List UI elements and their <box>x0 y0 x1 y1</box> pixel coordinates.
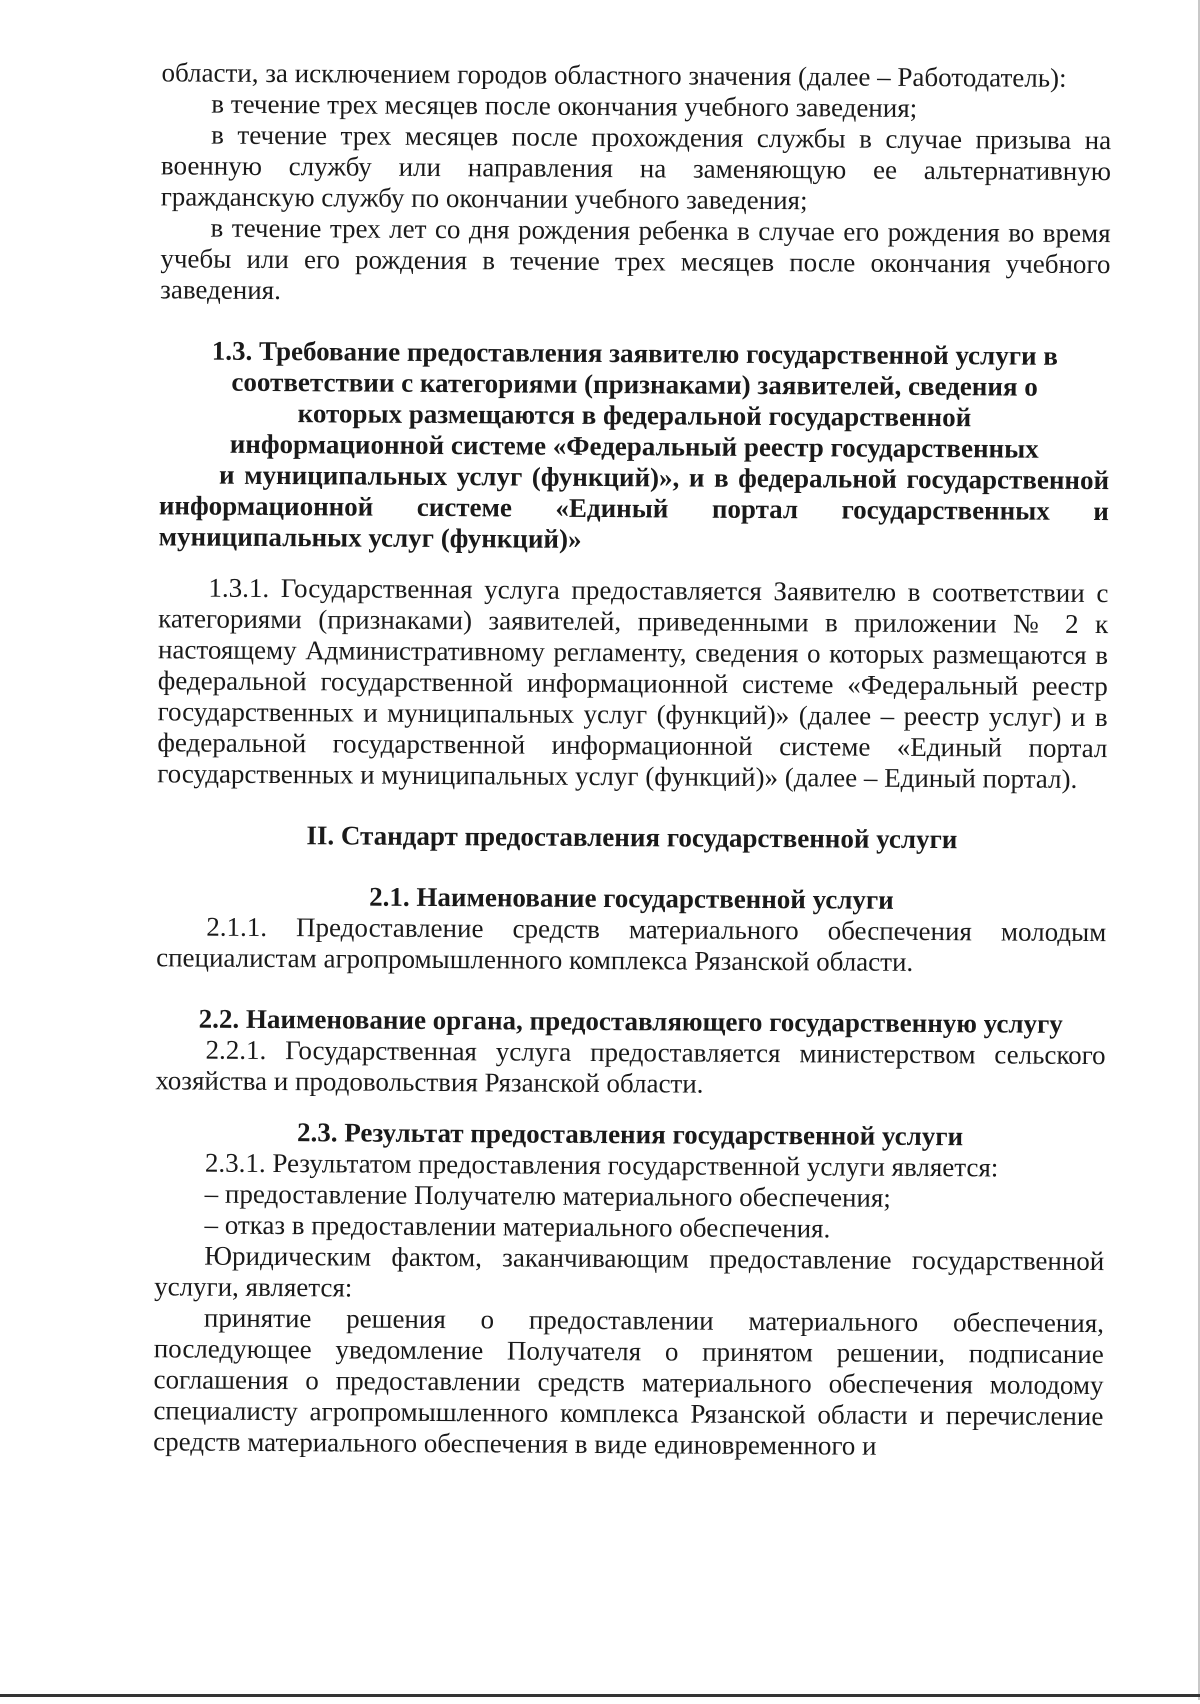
continuation-paragraph: области, за исключением городов областного значения (далее – Работодатель): <box>161 57 1067 93</box>
section-1-3-heading: 1.3. Требование предоставления заявителю государственной услуги в соответствии с категориями (признаками) заявителей, сведения о которых размещаются в федеральной государственной информационной системе «Федеральный реестр государственных <box>211 335 1058 464</box>
list-item-3: в течение трех лет со дня рождения ребенка в случае его рождения во время учебы или его рождения в течение трех месяцев после окончания учебного заведения. <box>160 212 1111 306</box>
page-bottom-rule <box>0 1694 1200 1697</box>
section-2-2-paragraph: 2.2.1. Государственная услуга предоставляется министерством сельского хозяйства и продовольствия Рязанской области. <box>155 1034 1106 1099</box>
list-item-2: в течение трех месяцев после прохождения службы в случае призыва на военную службу или направления на заменяющую ее альтернативную гражданскую службу по окончании учебного заведения; <box>160 119 1112 216</box>
result-bullet-1: – предоставление Получателю материального обеспечения; <box>204 1178 891 1213</box>
section-1-3-heading-cont: и муниципальных услуг (функций)», и в федеральной государственной информационной системе «Единый портал государственных и муниципальных услуг (функций)» <box>158 459 1110 554</box>
section-2-2-heading: 2.2. Наименование органа, предоставляющего государственную услугу <box>198 1003 1063 1039</box>
section-2-1-heading: 2.1. Наименование государственной услуги <box>369 881 894 915</box>
section-1-3-paragraph: 1.3.1. Государственная услуга предоставляется Заявителю в соответствии с категориями (признаками) заявителей, приведенными в приложении № 2 к настоящему Административному регламенту, сведения о которых размещаются в федеральной государственной информационной системе «Федеральный реестр государственных и муниципальных услуг (функций)» (далее – реестр услуг) и в федеральной государственной информационной системе «Единый портал государственных и муниципальных услуг (функций)» (далее – Единый портал). <box>157 572 1109 794</box>
section-2-3-paragraph-1: 2.3.1. Результатом предоставления государственной услуги является: <box>204 1147 999 1183</box>
result-bullet-2: – отказ в предоставлении материального обеспечения. <box>204 1209 831 1244</box>
section-2-3-paragraph-3: принятие решения о предоставлении материального обеспечения, последующее уведомление Получателя о принятом решении, подписание соглашения о предоставлении средств материального обеспечения молодому специалисту агропромышленного комплекса Рязанской области и перечисление средств материального обеспечения в виде единовременного и <box>153 1302 1105 1461</box>
document-body <box>153 57 1112 1463</box>
section-2-3-paragraph-2: Юридическим фактом, заканчивающим предоставление государственной услуги, является: <box>154 1240 1105 1303</box>
list-item-1: в течение трех месяцев после окончания учебного заведения; <box>211 88 918 123</box>
section-II-heading: II. Стандарт предоставления государственной услуги <box>306 820 958 855</box>
section-2-1-paragraph: 2.1.1. Предоставление средств материального обеспечения молодым специалистам агропромышленного комплекса Рязанской области. <box>156 911 1107 977</box>
section-2-3-heading: 2.3. Результат предоставления государственной услуги <box>296 1117 964 1152</box>
